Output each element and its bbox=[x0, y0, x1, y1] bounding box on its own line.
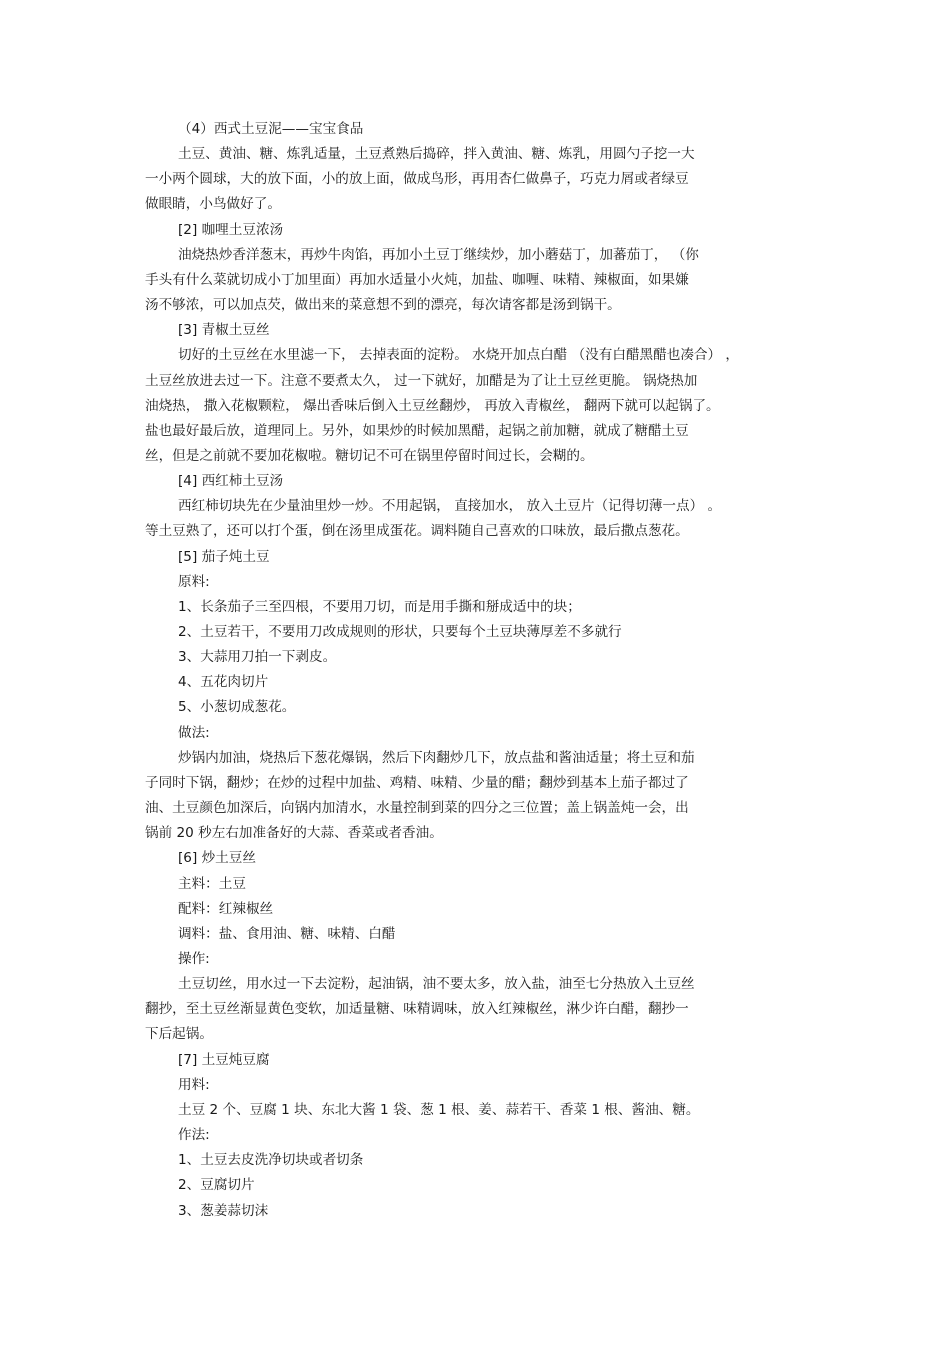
text-line: 操作: bbox=[178, 950, 210, 967]
text-line: 下后起锅。 bbox=[145, 1026, 213, 1043]
text-line: 丝，但是之前就不要加花椒啦。糖切记不可在锅里停留时间过长，会糊的。 bbox=[145, 447, 594, 464]
text-line: 土豆 2 个、豆腐 1 块、东北大酱 1 袋、葱 1 根、姜、蒜若干、香菜 1 根、酱油、糖。 bbox=[178, 1101, 700, 1118]
text-line: （4）西式土豆泥——宝宝食品 bbox=[178, 121, 364, 137]
text-line: 3、葱姜蒜切沫 bbox=[178, 1202, 269, 1219]
text-line: [3] 青椒土豆丝 bbox=[178, 322, 270, 339]
text-line: [2] 咖哩土豆浓汤 bbox=[178, 221, 284, 238]
text-line: 作法: bbox=[178, 1127, 210, 1143]
text-line: [6] 炒土豆丝 bbox=[178, 850, 256, 867]
text-line: 做法: bbox=[178, 724, 210, 741]
text-line: 西红柿切块先在少量油里炒一炒。不用起锅， 直接加水， 放入土豆片（记得切薄一点） 。 bbox=[178, 498, 722, 515]
text-line: 做眼睛，小鸟做好了。 bbox=[145, 196, 281, 213]
text-line: 土豆、黄油、糖、炼乳适量，土豆煮熟后捣碎，拌入黄油、糖、炼乳，用圆勺子挖一大 bbox=[178, 146, 695, 163]
text-line: 2、豆腐切片 bbox=[178, 1177, 255, 1194]
text-line: 1、土豆去皮洗净切块或者切条 bbox=[178, 1152, 364, 1169]
text-line: 炒锅内加油，烧热后下葱花爆锅，然后下肉翻炒几下，放点盐和酱油适量；将土豆和茄 bbox=[178, 749, 695, 766]
text-line: 等土豆熟了，还可以打个蛋，倒在汤里成蛋花。调料随自己喜欢的口味放，最后撒点葱花。 bbox=[145, 523, 689, 540]
text-line: [5] 茄子炖土豆 bbox=[178, 548, 270, 565]
text-line: 主料：土豆 bbox=[178, 875, 246, 892]
text-line: 翻抄，至土豆丝渐显黄色变软，加适量糖、味精调味，放入红辣椒丝，淋少许白醋，翻抄一 bbox=[145, 1001, 689, 1018]
text-line: 汤不够浓，可以加点芡，做出来的菜意想不到的漂亮，每次请客都是汤到锅干。 bbox=[145, 297, 621, 313]
text-line: 油、土豆颜色加深后，向锅内加清水，水量控制到菜的四分之三位置；盖上锅盖炖一会，出 bbox=[145, 800, 689, 816]
text-line: 配料：红辣椒丝 bbox=[178, 900, 274, 917]
text-line: 切好的土豆丝在水里滤一下， 去掉表面的淀粉。 水烧开加点白醋 （没有白醋黑醋也凑合） ， bbox=[178, 347, 740, 364]
text-line: 5、小葱切成葱花。 bbox=[178, 699, 296, 716]
text-line: [4] 西红柿土豆汤 bbox=[178, 473, 284, 490]
text-line: 原料: bbox=[178, 573, 210, 590]
text-line: 3、大蒜用刀拍一下剥皮。 bbox=[178, 649, 337, 666]
text-line: 一小两个圆球，大的放下面，小的放上面，做成鸟形，再用杏仁做鼻子，巧克力屑或者绿豆 bbox=[145, 171, 689, 188]
text-line: 子同时下锅，翻炒；在炒的过程中加盐、鸡精、味精、少量的醋；翻炒到基本上茄子都过了 bbox=[145, 774, 689, 791]
text-line: 调料：盐、食用油、糖、味精、白醋 bbox=[178, 925, 396, 942]
text-line: 油烧热炒香洋葱末，再炒牛肉馅，再加小土豆丁继续炒，加小蘑菇丁，加蕃茄丁， （你 bbox=[178, 246, 699, 263]
text-line: 土豆切丝，用水过一下去淀粉，起油锅，油不要太多，放入盐，油至七分热放入土豆丝 bbox=[178, 976, 695, 993]
text-line: 1、长条茄子三至四根，不要用刀切，而是用手撕和掰成适中的块； bbox=[178, 598, 581, 615]
text-line: 锅前 20 秒左右加准备好的大蒜、香菜或者香油。 bbox=[145, 825, 443, 842]
text-line: 土豆丝放进去过一下。注意不要煮太久， 过一下就好，加醋是为了让土豆丝更脆。 锅烧热加 bbox=[145, 372, 698, 389]
text-line: 油烧热， 撒入花椒颗粒， 爆出香味后倒入土豆丝翻炒， 再放入青椒丝， 翻两下就可以起锅了。 bbox=[145, 397, 720, 414]
text-line: 手头有什么菜就切成小丁加里面）再加水适量小火炖，加盐、咖喱、味精、辣椒面，如果嫌 bbox=[145, 271, 689, 288]
text-line: 4、五花肉切片 bbox=[178, 674, 269, 691]
text-line: 盐也最好最后放，道理同上。另外，如果炒的时候加黑醋，起锅之前加糖，就成了糖醋土豆 bbox=[145, 422, 689, 439]
text-line: 2、土豆若干，不要用刀改成规则的形状，只要每个土豆块薄厚差不多就行 bbox=[178, 624, 622, 640]
text-line: 用料: bbox=[178, 1076, 210, 1093]
text-line: [7] 土豆炖豆腐 bbox=[178, 1051, 270, 1068]
